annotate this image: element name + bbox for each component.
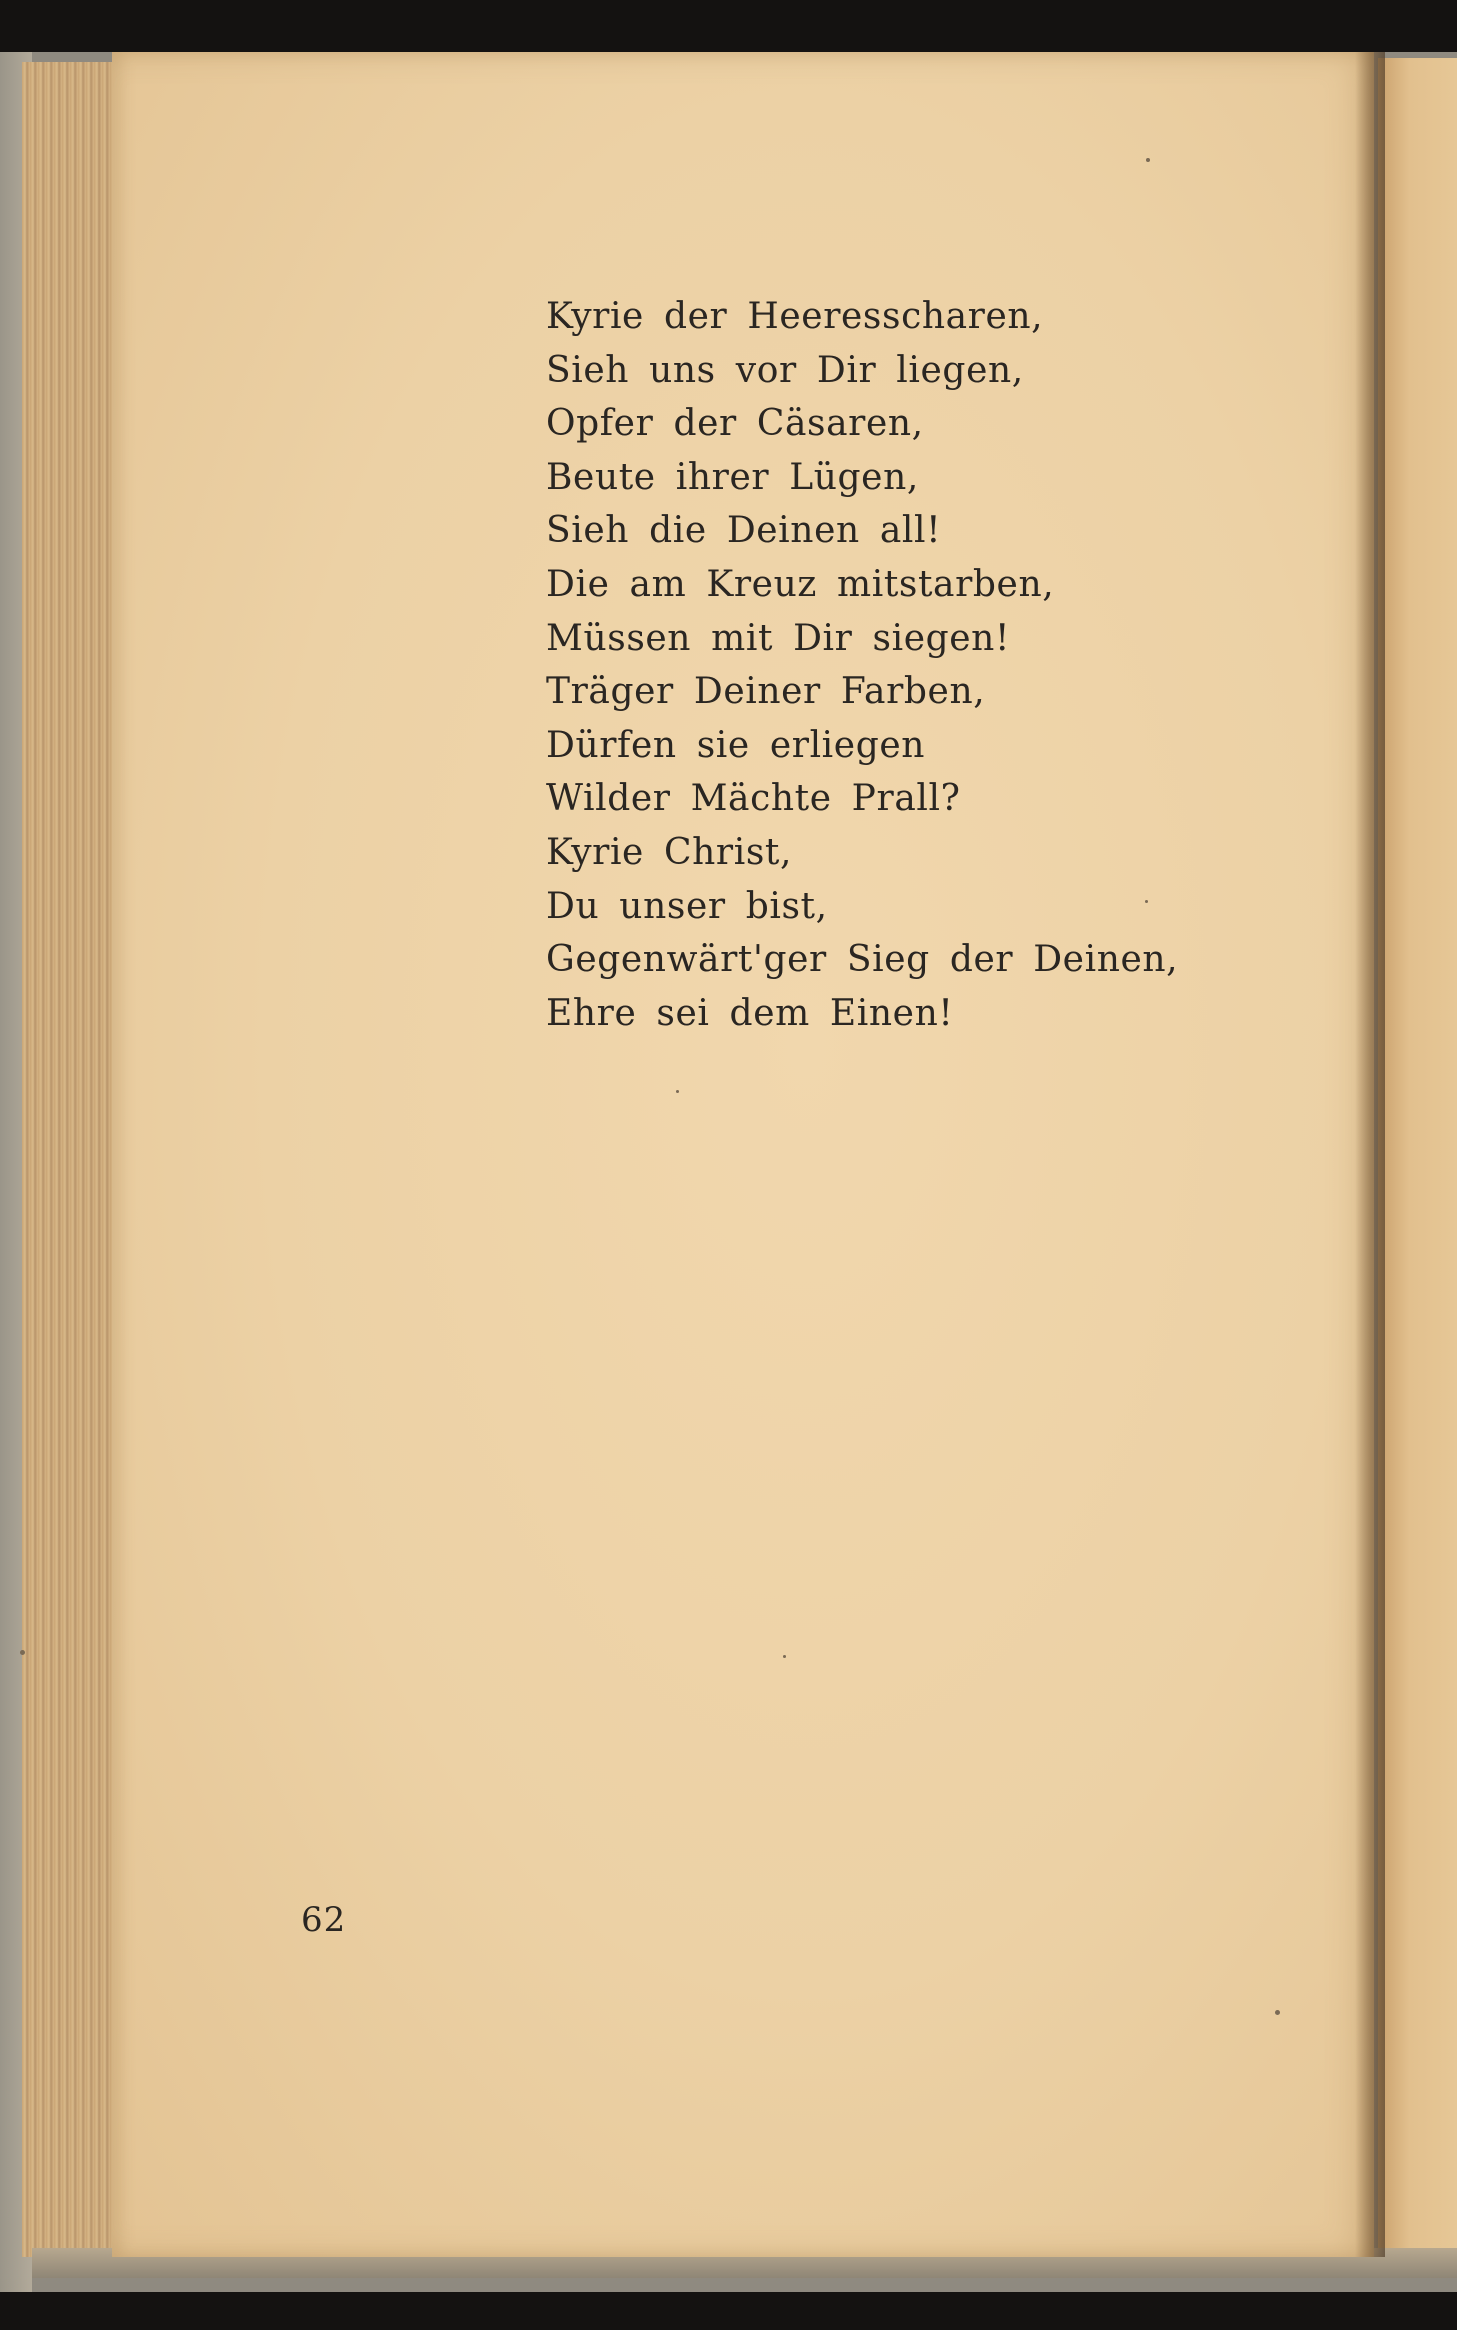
page-block-edges [22, 62, 124, 2257]
poem-line: Sieh die Deinen all! [546, 510, 942, 552]
facing-page-edge [1378, 58, 1457, 2248]
paper-speck [783, 1655, 786, 1658]
poem-line: Gegenwärt'ger Sieg der Deinen, [546, 939, 1179, 981]
poem-line: Opfer der Cäsaren, [546, 403, 924, 445]
poem-line: Sieh uns vor Dir liegen, [546, 349, 1024, 391]
poem-line: Kyrie der Heeresscharen, [546, 296, 1044, 337]
poem-line: Müssen mit Dir siegen! [546, 617, 1011, 659]
paper-speck [1145, 900, 1148, 903]
poem-line: Die am Kreuz mitstarben, [546, 563, 1055, 605]
paper-speck [1275, 2010, 1280, 2015]
gutter-shadow [1355, 52, 1385, 2257]
poem-line: Wilder Mächte Prall? [546, 778, 961, 820]
paper-speck [20, 1650, 25, 1655]
poem-line: Träger Deiner Farben, [546, 671, 986, 713]
poem-line: Kyrie Christ, [546, 831, 793, 873]
poem-line: Dürfen sie erliegen [546, 724, 926, 766]
poem-line: Du unser bist, [546, 885, 828, 927]
poem-text [546, 290, 1178, 1040]
poem-line: Beute ihrer Lügen, [546, 456, 919, 498]
paper-speck [676, 1090, 679, 1093]
page-number: 62 [301, 1900, 347, 1940]
paper-speck [1146, 158, 1150, 162]
poem-line: Ehre sei dem Einen! [546, 992, 954, 1034]
